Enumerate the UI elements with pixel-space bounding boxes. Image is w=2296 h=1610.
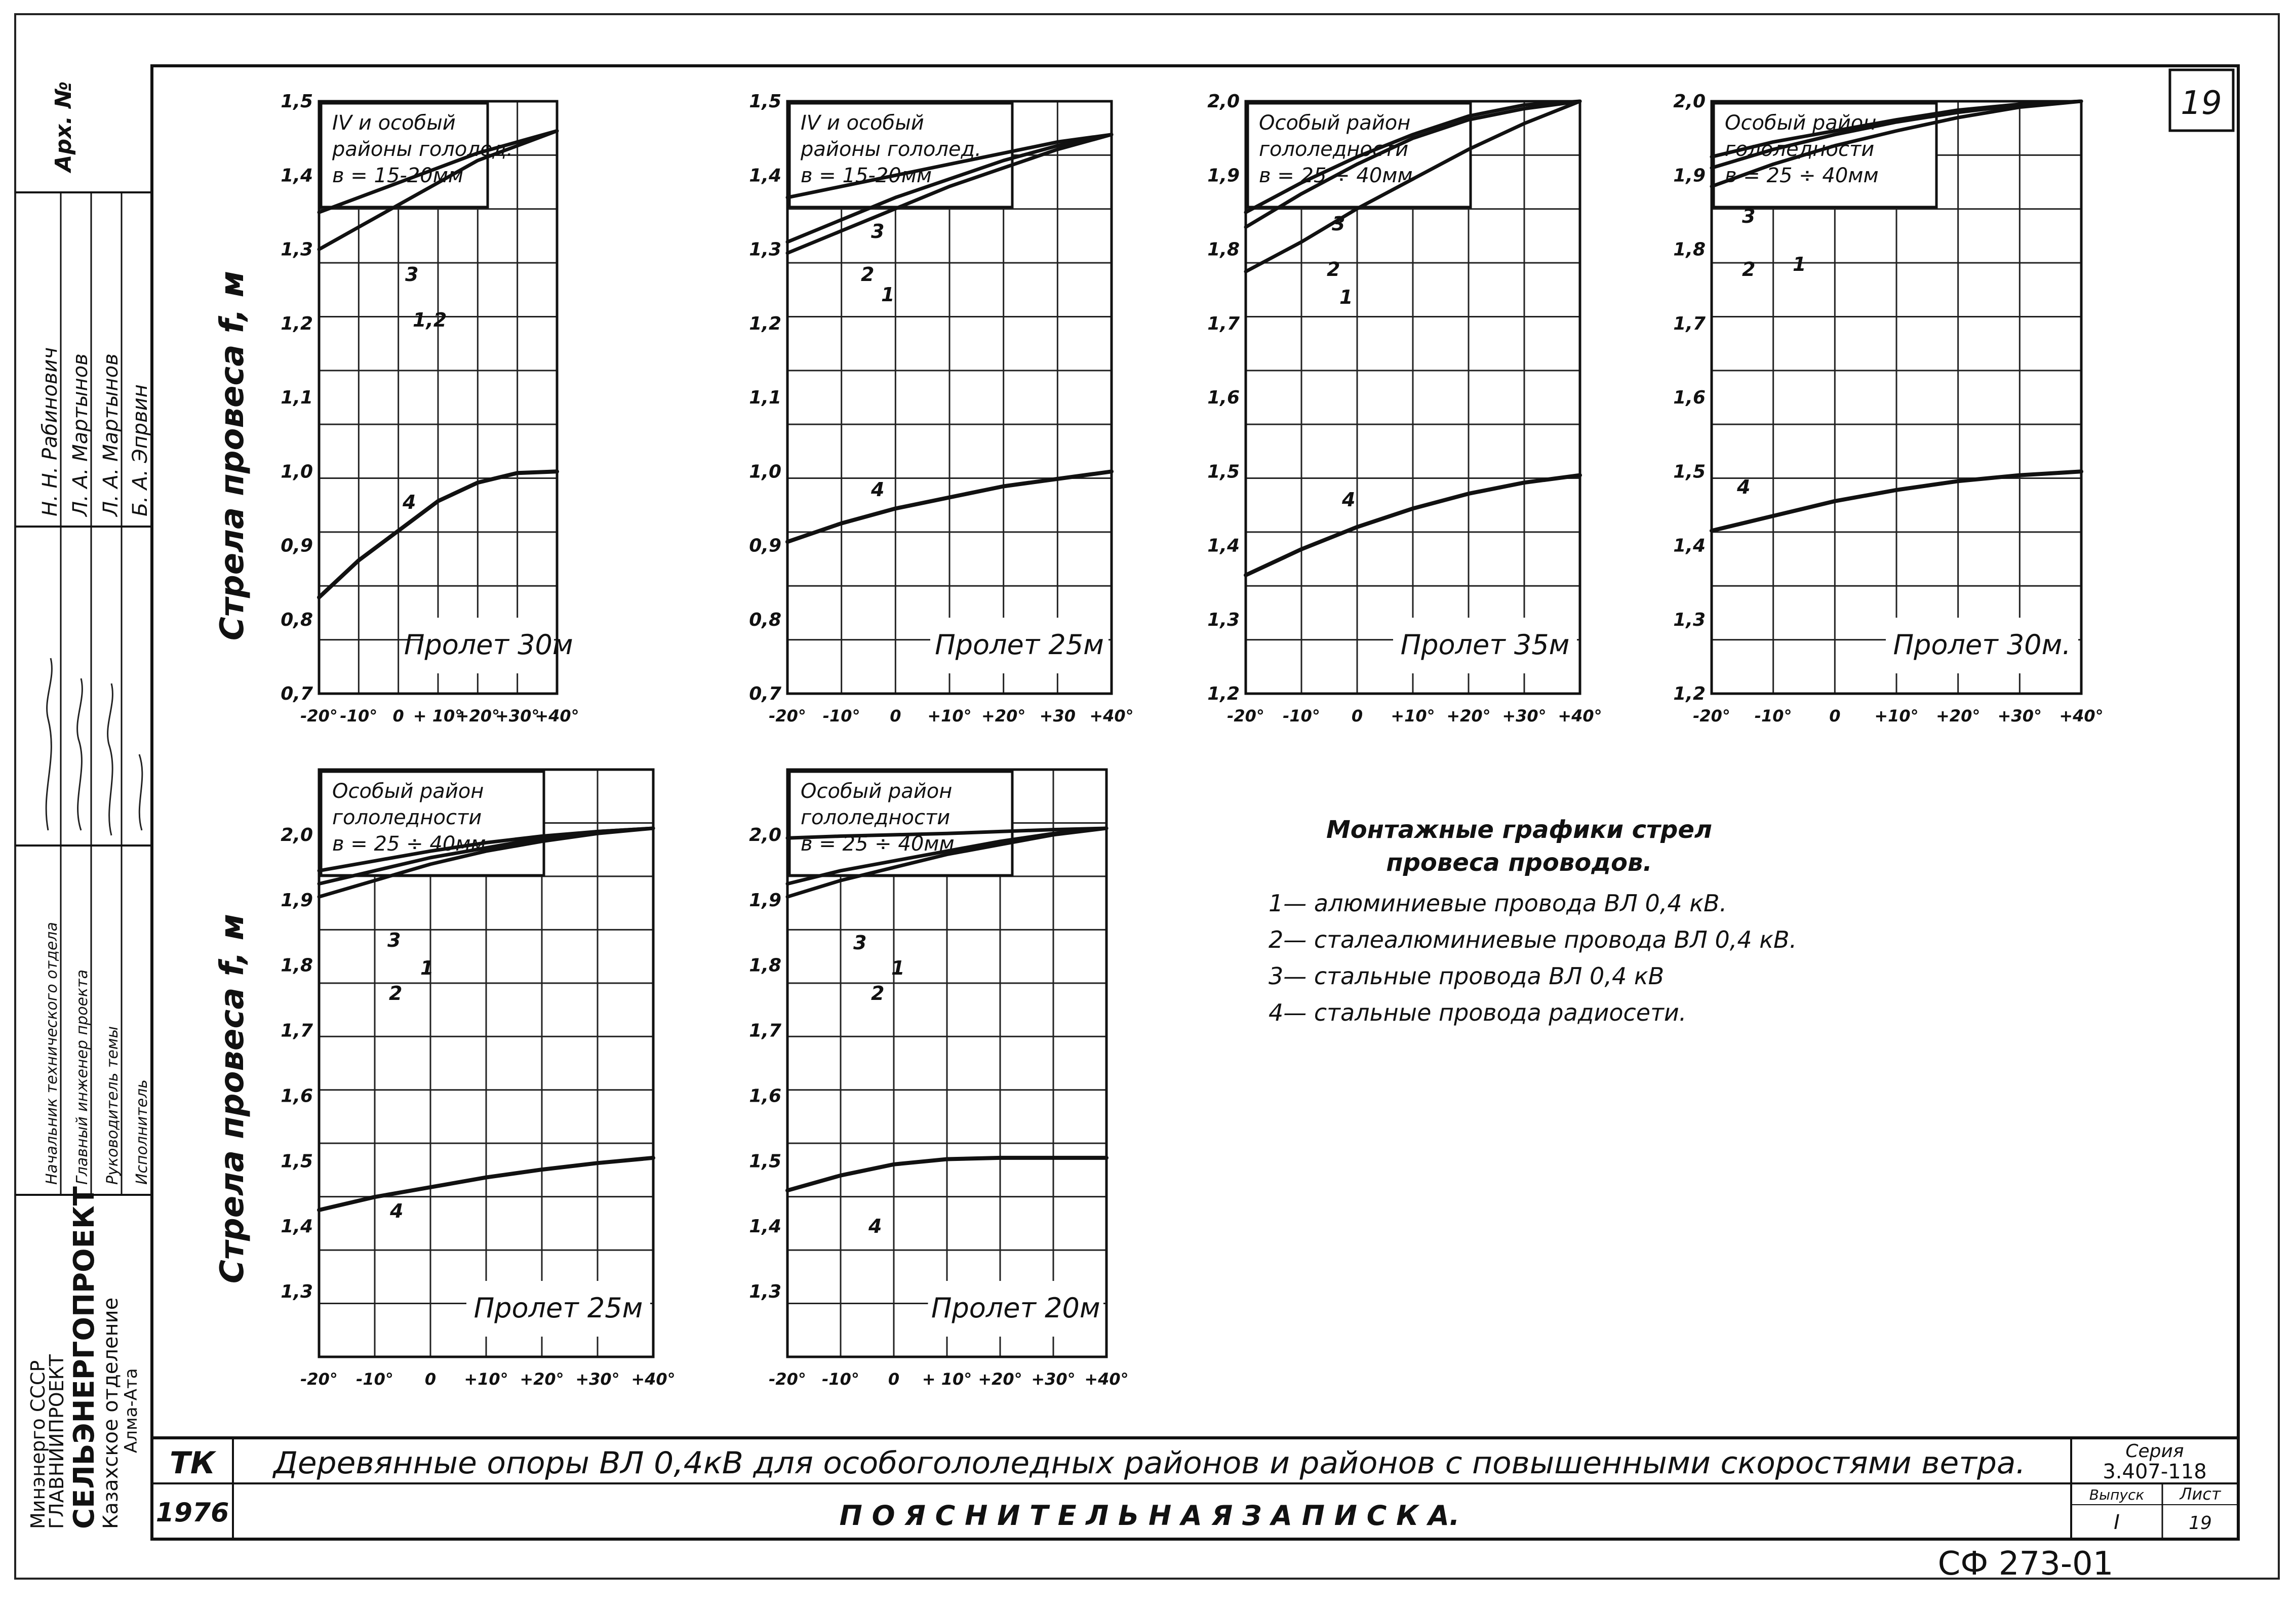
x-tick-label: -20° xyxy=(300,706,338,726)
panel-title-line: в = 15-20мм xyxy=(801,164,932,187)
series-label-2: 2 xyxy=(861,263,875,286)
x-tick-label: +20° xyxy=(1446,706,1491,726)
y-tick-label: 1,6 xyxy=(1207,387,1240,408)
series-label-2: 2 xyxy=(1742,258,1756,280)
role-4: Исполнитель xyxy=(133,1079,151,1185)
y-tick-label: 1,8 xyxy=(1673,239,1706,260)
series-label-4: 4 xyxy=(868,1215,882,1237)
drawing-subtitle: П О Я С Н И Т Е Л Ь Н А Я З А П И С К А. xyxy=(839,1500,1460,1532)
y-tick-label: 1,4 xyxy=(1673,535,1706,556)
panel-title-line: Особый район xyxy=(332,780,484,803)
x-tick-label: 0 xyxy=(392,706,404,726)
y-tick-label: 2,0 xyxy=(1207,91,1240,112)
y-tick-label: 1,2 xyxy=(281,313,313,334)
x-tick-label: 0 xyxy=(888,1370,900,1389)
panel-title-line: районы гололед. xyxy=(801,138,981,161)
y-tick-label: 1,4 xyxy=(749,165,781,186)
y-tick-label: 1,5 xyxy=(281,91,313,112)
series-value: 3.407-118 xyxy=(2103,1460,2207,1483)
y-tick-label: 1,9 xyxy=(1207,165,1240,186)
chart-panel-6 xyxy=(749,770,1128,1389)
x-tick-label: -10° xyxy=(1754,706,1792,726)
x-tick-label: +20° xyxy=(981,706,1026,726)
y-tick-label: 0,9 xyxy=(749,535,781,556)
legend xyxy=(1269,816,1797,1026)
bottom-code: СФ 273-01 xyxy=(1937,1545,2114,1583)
y-tick-label: 1,0 xyxy=(749,461,781,482)
y-tick-label: 1,6 xyxy=(281,1085,313,1107)
series-label-1: 1 xyxy=(420,957,434,979)
chart-panel-2 xyxy=(749,91,1133,726)
series-label-4: 4 xyxy=(1737,476,1751,498)
span-label: Пролет 30м. xyxy=(1893,629,2071,661)
x-tick-label: +40° xyxy=(2059,706,2104,726)
x-tick-label: -20° xyxy=(769,1370,806,1389)
x-tick-label: 0 xyxy=(890,706,901,726)
x-tick-label: + 10° xyxy=(413,706,463,726)
x-tick-label: 0 xyxy=(424,1370,437,1389)
y-tick-label: 1,4 xyxy=(749,1216,781,1237)
span-label: Пролет 30м xyxy=(404,629,573,661)
panel-title-line: гололедности xyxy=(801,806,951,829)
y-tick-label: 0,7 xyxy=(749,683,781,704)
series-label-4: 4 xyxy=(871,478,885,501)
y-tick-label: 1,4 xyxy=(281,1216,313,1237)
y-tick-label: 1,2 xyxy=(749,313,781,334)
y-axis-label-bottom: Стрела провеса f, м xyxy=(214,913,251,1284)
y-tick-label: 2,0 xyxy=(749,824,781,846)
x-tick-label: +30° xyxy=(575,1370,620,1389)
y-tick-label: 1,7 xyxy=(749,1020,781,1041)
panel-title-line: IV и особый xyxy=(332,111,456,135)
org-ministry: Минэнерго СССР xyxy=(27,1360,49,1529)
series-label-4: 4 xyxy=(390,1200,404,1222)
series-label-1-2: 1,2 xyxy=(413,309,447,331)
y-tick-label: 2,0 xyxy=(281,824,313,846)
chart-panel-5 xyxy=(281,770,675,1389)
x-tick-label: +40° xyxy=(1089,706,1134,726)
x-tick-label: 0 xyxy=(1829,706,1841,726)
series-label-3: 3 xyxy=(387,929,401,951)
person-1: Н. Н. Рабинович xyxy=(38,347,62,516)
x-tick-label: -10° xyxy=(822,706,860,726)
panel-title-line: в = 25 ÷ 40мм xyxy=(1259,164,1413,187)
side-stamp xyxy=(15,66,152,1539)
y-tick-label: 1,3 xyxy=(281,239,313,260)
org-name: СЕЛЬЭНЕРГОПРОЕКТ xyxy=(68,1186,101,1529)
person-3: Л. А. Мартынов xyxy=(99,353,123,516)
legend-item-1: 1— алюминиевые провода ВЛ 0,4 кВ. xyxy=(1269,890,1727,917)
x-tick-label: -20° xyxy=(300,1370,338,1389)
y-tick-label: 1,5 xyxy=(749,1151,781,1172)
series-label-3: 3 xyxy=(871,220,885,243)
series-label-2: 2 xyxy=(871,982,885,1004)
x-tick-label: -20° xyxy=(1227,706,1264,726)
y-tick-label: 1,7 xyxy=(1207,313,1240,334)
year-label: 1976 xyxy=(155,1498,229,1528)
role-3: Руководитель темы xyxy=(104,1026,122,1185)
chart-panel-3 xyxy=(1207,91,1602,726)
y-tick-label: 1,8 xyxy=(1207,239,1240,260)
panel-title-line: гололедности xyxy=(332,806,482,829)
y-tick-label: 1,0 xyxy=(281,461,313,482)
span-label: Пролет 25м xyxy=(473,1292,643,1324)
y-tick-label: 1,5 xyxy=(749,91,781,112)
x-tick-label: +40° xyxy=(1558,706,1602,726)
org-institute: ГЛАВНИИПРОЕКТ xyxy=(46,1354,68,1529)
y-tick-label: 1,9 xyxy=(1673,165,1706,186)
series-label-3: 3 xyxy=(1332,213,1345,235)
panel-title-line: IV и особый xyxy=(801,111,924,135)
series-label-1: 1 xyxy=(1793,253,1806,275)
series-label-4: 4 xyxy=(403,491,416,513)
y-tick-label: 1,8 xyxy=(749,955,781,976)
legend-item-4: 4— стальные провода радиосети. xyxy=(1269,999,1687,1026)
y-tick-label: 1,7 xyxy=(281,1020,313,1041)
x-tick-label: +40° xyxy=(1084,1370,1129,1389)
x-tick-label: +40° xyxy=(535,706,579,726)
x-tick-label: +30° xyxy=(1502,706,1547,726)
series-label-1: 1 xyxy=(881,284,895,306)
y-tick-label: 1,3 xyxy=(1673,609,1706,630)
span-label: Пролет 20м xyxy=(931,1292,1100,1324)
panel-title-line: в = 25 ÷ 40мм xyxy=(1725,164,1879,187)
y-tick-label: 1,1 xyxy=(749,387,781,408)
y-tick-label: 1,2 xyxy=(1673,683,1706,704)
x-tick-label: 0 xyxy=(1351,706,1363,726)
x-tick-label: -20° xyxy=(769,706,806,726)
panel-title-line: гололедности xyxy=(1725,138,1875,161)
chart-panel-1 xyxy=(281,91,579,726)
panel-title-line: Особый район xyxy=(1725,111,1877,135)
x-tick-label: + 10° xyxy=(922,1370,972,1389)
y-tick-label: 1,7 xyxy=(1673,313,1706,334)
x-tick-label: -10° xyxy=(822,1370,859,1389)
issue-label: Выпуск xyxy=(2089,1486,2145,1503)
org-city: Алма-Ата xyxy=(121,1368,141,1453)
y-tick-label: 1,3 xyxy=(749,1281,781,1303)
x-tick-label: +30° xyxy=(1997,706,2042,726)
role-2: Главный инженер проекта xyxy=(73,970,91,1185)
y-tick-label: 1,6 xyxy=(1673,387,1706,408)
person-2: Л. А. Мартынов xyxy=(69,353,92,516)
chart-panel-4 xyxy=(1673,91,2103,726)
page-number: 19 xyxy=(2181,85,2222,122)
series-label-1: 1 xyxy=(891,957,905,979)
series-label-1: 1 xyxy=(1339,286,1353,308)
y-tick-label: 1,3 xyxy=(281,1281,313,1303)
y-axis-label-top: Стрела провеса f, м xyxy=(214,270,251,641)
legend-title-1: Монтажные графики стрел xyxy=(1326,816,1713,844)
series-label-4: 4 xyxy=(1342,489,1356,511)
series-label-3: 3 xyxy=(405,263,419,286)
drawing-title: Деревянные опоры ВЛ 0,4кВ для особогололедных районов и районов с повышенными скоростями ветра. xyxy=(271,1445,2026,1481)
y-tick-label: 1,3 xyxy=(1207,609,1240,630)
y-tick-label: 0,8 xyxy=(281,609,313,630)
x-tick-label: -10° xyxy=(356,1370,393,1389)
issue-value: I xyxy=(2114,1511,2120,1534)
role-1: Начальник технического отдела xyxy=(43,922,61,1185)
x-tick-label: +10° xyxy=(1391,706,1435,726)
span-label: Пролет 25м xyxy=(935,629,1104,661)
y-tick-label: 0,9 xyxy=(281,535,313,556)
y-tick-label: 1,8 xyxy=(281,955,313,976)
charts-layer xyxy=(281,91,2103,1389)
x-tick-label: -10° xyxy=(340,706,378,726)
panel-title-line: гололедности xyxy=(1259,138,1409,161)
x-tick-label: +20° xyxy=(1935,706,1981,726)
panel-title-line: в = 25 ÷ 40мм xyxy=(332,832,486,856)
y-tick-label: 0,8 xyxy=(749,609,781,630)
legend-title-2: провеса проводов. xyxy=(1386,849,1652,877)
y-tick-label: 1,9 xyxy=(749,890,781,911)
y-tick-label: 2,0 xyxy=(1673,91,1706,112)
tk-label: ТК xyxy=(170,1445,215,1481)
person-4: Б. А. Эпрвин xyxy=(129,384,152,516)
series-label-3: 3 xyxy=(1742,205,1756,227)
panel-title-line: в = 25 ÷ 40мм xyxy=(801,832,955,856)
x-tick-label: +20° xyxy=(520,1370,564,1389)
x-tick-label: +20° xyxy=(455,706,500,726)
y-tick-label: 1,4 xyxy=(1207,535,1240,556)
panel-title-line: районы гололед. xyxy=(332,138,513,161)
y-tick-label: 1,5 xyxy=(1673,461,1706,482)
x-tick-label: +20° xyxy=(978,1370,1022,1389)
y-tick-label: 1,5 xyxy=(1207,461,1240,482)
archive-label: Арх. № xyxy=(51,81,76,172)
x-tick-label: -20° xyxy=(1693,706,1730,726)
x-tick-label: +30 xyxy=(1039,706,1076,726)
series-label: Серия xyxy=(2125,1441,2184,1462)
x-tick-label: -10° xyxy=(1283,706,1320,726)
series-label-3: 3 xyxy=(853,932,867,954)
x-tick-label: +10° xyxy=(464,1370,508,1389)
y-tick-label: 1,5 xyxy=(281,1151,313,1172)
sheet-label: Лист xyxy=(2180,1484,2221,1504)
org-branch: Казахское отделение xyxy=(99,1297,123,1529)
y-tick-label: 1,4 xyxy=(281,165,313,186)
y-tick-label: 1,9 xyxy=(281,890,313,911)
panel-title-line: Особый район xyxy=(801,780,953,803)
series-label-2: 2 xyxy=(1327,258,1340,280)
panel-title-line: Особый район xyxy=(1259,111,1411,135)
series-label-2: 2 xyxy=(389,982,403,1004)
y-tick-label: 0,7 xyxy=(281,683,313,704)
span-label: Пролет 35м xyxy=(1400,629,1570,661)
legend-item-2: 2— сталеалюминиевые провода ВЛ 0,4 кВ. xyxy=(1269,926,1797,953)
title-block xyxy=(152,1438,2238,1583)
y-tick-label: 1,6 xyxy=(749,1085,781,1107)
x-tick-label: +30° xyxy=(495,706,540,726)
legend-item-3: 3— стальные провода ВЛ 0,4 кВ xyxy=(1269,962,1665,990)
sheet-value: 19 xyxy=(2189,1513,2212,1534)
panel-title-line: в = 15-20мм xyxy=(332,164,464,187)
y-tick-label: 1,3 xyxy=(749,239,781,260)
x-tick-label: +40° xyxy=(631,1370,676,1389)
y-tick-label: 1,2 xyxy=(1207,683,1240,704)
x-tick-label: +30° xyxy=(1031,1370,1076,1389)
x-tick-label: +10° xyxy=(1874,706,1919,726)
x-tick-label: +10° xyxy=(927,706,972,726)
y-tick-label: 1,1 xyxy=(281,387,313,408)
